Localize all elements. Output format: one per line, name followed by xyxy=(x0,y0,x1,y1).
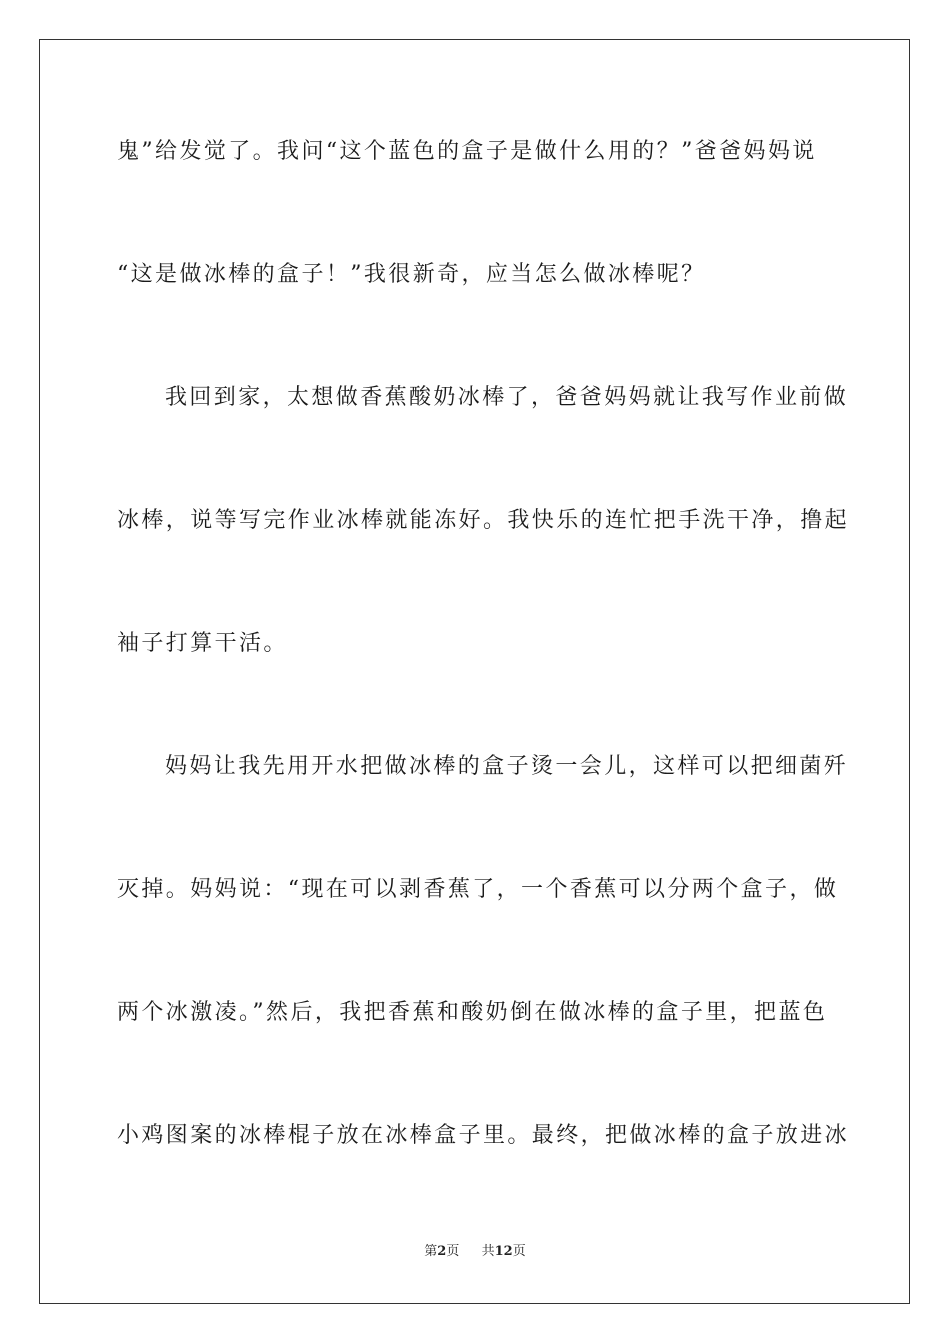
page-footer xyxy=(0,1243,950,1261)
page-border xyxy=(39,39,910,1304)
paragraph-line: 鬼”给发觉了。我问“这个蓝色的盒子是做什么用的？”爸爸妈妈说 xyxy=(117,139,817,164)
paragraph-line: “这是做冰棒的盒子！”我很新奇，应当怎么做冰棒呢？ xyxy=(117,262,706,287)
paragraph-line: 冰棒，说等写完作业冰棒就能冻好。我快乐的连忙把手洗干净，撸起 xyxy=(117,508,850,533)
paragraph-line: 两个冰激凌。”然后，我把香蕉和酸奶倒在做冰棒的盒子里，把蓝色 xyxy=(117,1000,828,1025)
page-number: 第2页 xyxy=(424,1244,460,1259)
paragraph-line: 我回到家，太想做香蕉酸奶冰棒了，爸爸妈妈就让我写作业前做 xyxy=(165,385,849,410)
paragraph-line: 妈妈让我先用开水把做冰棒的盒子烫一会儿，这样可以把细菌歼 xyxy=(165,754,849,779)
paragraph-line: 灭掉。妈妈说：“现在可以剥香蕉了，一个香蕉可以分两个盒子，做 xyxy=(117,877,839,902)
page-total: 共12页 xyxy=(481,1244,526,1259)
paragraph-line: 袖子打算干活。 xyxy=(117,631,288,656)
paragraph-line: 小鸡图案的冰棒棍子放在冰棒盒子里。最终，把做冰棒的盒子放进冰 xyxy=(117,1123,850,1148)
